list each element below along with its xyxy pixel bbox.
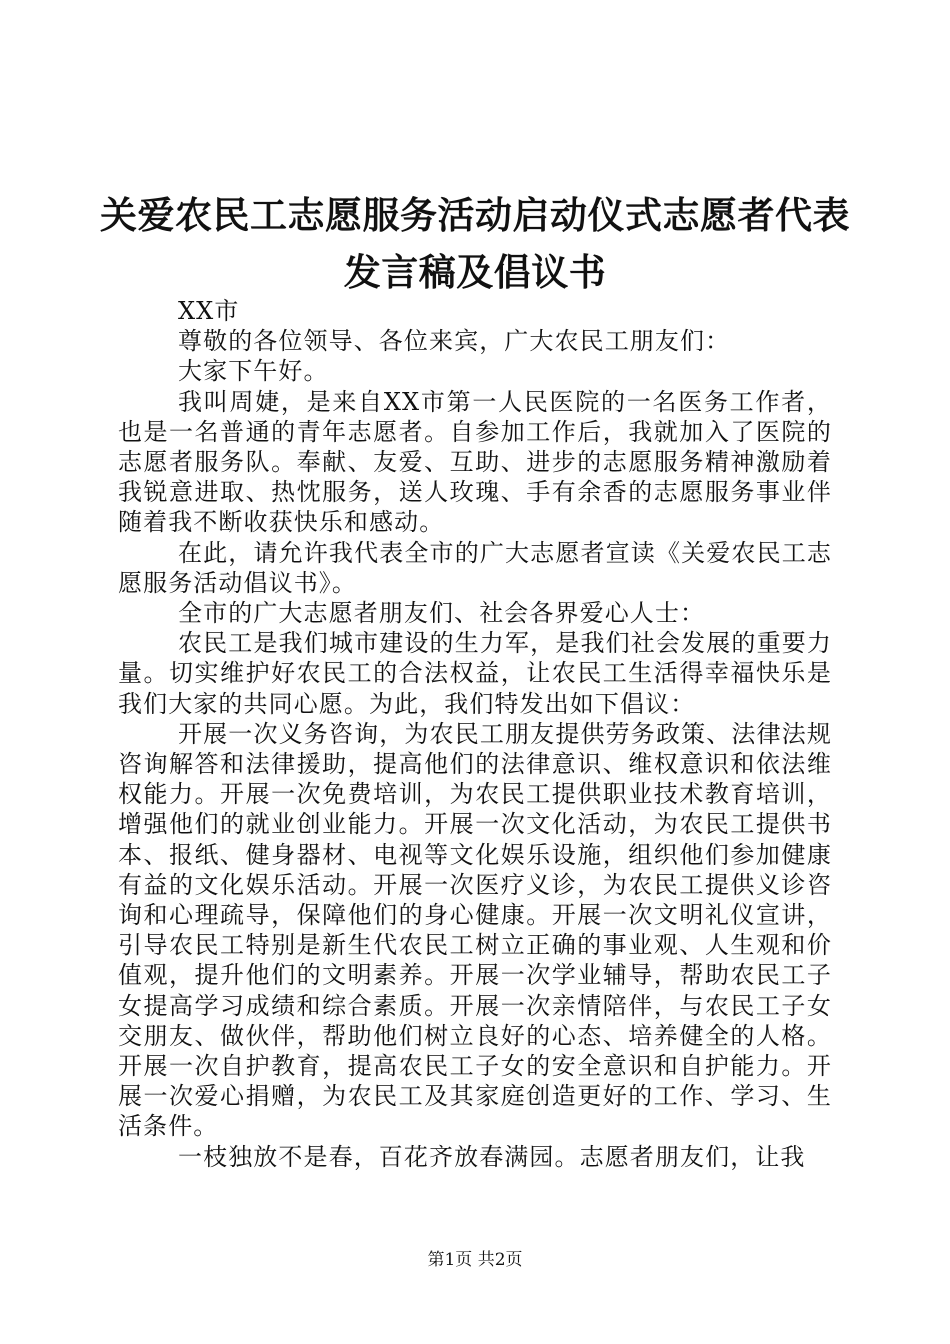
greeting: 大家下午好。 [178, 357, 329, 386]
paragraph-introduction: 我叫周婕，是来自XX市第一人民医院的一名医务工作者，也是一名普通的青年志愿者。自参加工作后，我就加入了医院的志愿者服务队。奉献、友爱、互助、进步的志愿服务精神激励着我锐意进取、热忱服务，送人玫瑰、手有余香的志愿服务事业伴随着我不断收获快乐和感动。 [118, 387, 832, 537]
paragraph-initiatives: 开展一次义务咨询，为农民工朋友提供劳务政策、法律法规咨询解答和法律援助，提高他们的法律意识、维权意识和依法维权能力。开展一次免费培训，为农民工提供职业技术教育培训，增强他们的就业创业能力。开展一次文化活动，为农民工提供书本、报纸、健身器材、电视等文化娱乐设施，组织他们参加健康有益的文化娱乐活动。开展一次医疗义诊，为农民工提供义诊咨询和心理疏导，保障他们的身心健康。开展一次文明礼仪宣讲，引导农民工特别是新生代农民工树立正确的事业观、人生观和价值观，提升他们的文明素养。开展一次学业辅导，帮助农民工子女提高学习成绩和综合素质。开展一次亲情陪伴，与农民工子女交朋友、做伙伴，帮助他们树立良好的心态、培养健全的人格。开展一次自护教育，提高农民工子女的安全意识和自护能力。开展一次爱心捐赠，为农民工及其家庭创造更好的工作、学习、生活条件。 [118, 719, 832, 1141]
salutation: 尊敬的各位领导、各位来宾，广大农民工朋友们： [178, 327, 731, 356]
page-number-footer: 第1页 共2页 [427, 1250, 523, 1270]
document-body [118, 296, 832, 1172]
document-title-line-1: 关爱农民工志愿服务活动启动仪式志愿者代表 [100, 193, 850, 237]
paragraph-closing: 一枝独放不是春，百花齐放春满园。志愿者朋友们，让我 [178, 1142, 806, 1171]
proposal-salutation: 全市的广大志愿者朋友们、社会各界爱心人士： [178, 599, 706, 628]
document-title-line-2: 发言稿及倡议书 [343, 250, 607, 294]
addressee-city: XX市 [178, 297, 240, 325]
paragraph-background: 农民工是我们城市建设的生力军，是我们社会发展的重要力量。切实维护好农民工的合法权益，让农民工生活得幸福快乐是我们大家的共同心愿。为此，我们特发出如下倡议： [118, 629, 832, 718]
paragraph-announcement: 在此，请允许我代表全市的广大志愿者宣读《关爱农民工志愿服务活动倡议书》。 [118, 538, 832, 597]
